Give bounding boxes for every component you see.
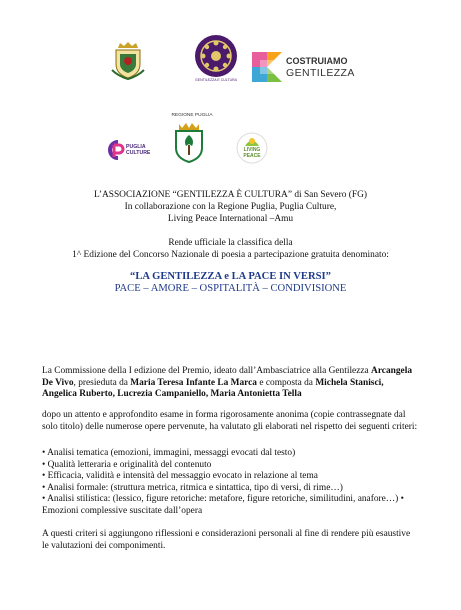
contest-subtitle: PACE – AMORE – OSPITALITÀ – CONDIVISIONE xyxy=(114,283,347,294)
evaluation-paragraph xyxy=(42,410,434,433)
gc-logo-caption: GENTILEZZA E CULTURA xyxy=(195,78,237,82)
regione-puglia-logo xyxy=(172,121,206,163)
closing-line-1: A questi criteri si aggiungono riflessioni e considerazioni personali al fine di rendere più esaustive xyxy=(42,529,411,539)
closing-line-2: le valutazioni dei componimenti. xyxy=(42,540,166,551)
san-severo-coat-of-arms-logo xyxy=(110,40,146,80)
closing-paragraph xyxy=(42,529,434,552)
evaluation-line-2: solo titolo) delle numerose opere pervenute, ha valutato gli elaborati nel rispetto dei seguenti criteri: xyxy=(42,421,418,432)
commission-text-3: e composta da xyxy=(257,377,316,388)
criteria-item: • Qualità letteraria e originalità del contenuto xyxy=(42,459,212,470)
evaluation-line-1: dopo un attento e approfondito esame in forma rigorosamente anonima (copie contrassegnate dal xyxy=(42,410,406,420)
regione-puglia-label: REGIONE PUGLIA xyxy=(171,113,213,118)
criteria-item: • Analisi stilistica: (lessico, figure retoriche: metafore, figure retoriche, similitudini, anafore…) • xyxy=(42,494,404,504)
living-peace-line: Living Peace International –Amu xyxy=(167,214,294,224)
criteria-item: • Analisi tematica (emozioni, immagini, messaggi evocati dal testo) xyxy=(42,448,296,458)
gentilezza-text: GENTILEZZA xyxy=(286,67,355,79)
collaboration-line: In collaborazione con la Regione Puglia, Puglia Culture, xyxy=(124,202,337,212)
contest-title: “LA GENTILEZZA e LA PACE IN VERSI” xyxy=(130,271,331,282)
commission-paragraph xyxy=(42,366,434,401)
association-line: L’ASSOCIAZIONE “GENTILEZZA È CULTURA” di San Severo (FG) xyxy=(94,190,367,200)
president-name: Maria Teresa Infante La Marca xyxy=(130,377,257,388)
puglia-text: PUGLIA xyxy=(126,144,146,150)
gentilezza-e-cultura-logo xyxy=(190,32,242,84)
official-ranking-line: Rende ufficiale la classifica della xyxy=(168,238,293,248)
commission-text-2: , presieduta da xyxy=(73,377,131,388)
criteria-item: • Efficacia, validità e intensità del messaggio evocato in relazione al tema xyxy=(42,471,318,481)
culture-text: CULTURE xyxy=(126,150,151,156)
living-text: LIVING xyxy=(243,147,261,153)
criteria-list xyxy=(42,448,442,517)
founder-name: Arcangela xyxy=(371,366,413,376)
peace-text: PEACE xyxy=(243,153,261,159)
founder-surname: De Vivo xyxy=(42,377,74,388)
living-peace-logo xyxy=(236,132,268,164)
costruiamo-gentilezza-logo xyxy=(252,52,360,84)
criteria-item: Emozioni complessive suscitate dall’opera xyxy=(42,505,203,516)
member-names: Angelica Ruberto, Lucrezia Campaniello, Maria Antonietta Tella xyxy=(42,389,302,399)
puglia-culture-logo xyxy=(106,140,154,162)
edition-line: 1^ Edizione del Concorso Nazionale di poesia a partecipazione gratuita denominato: xyxy=(72,250,389,260)
member-name-1: Michela Stanisci, xyxy=(315,377,384,388)
commission-text-1: La Commissione della I edizione del Premio, ideato dall’Ambasciatrice alla Gentilezza xyxy=(42,366,372,376)
costruiamo-text: COSTRUIAMO xyxy=(286,56,348,66)
criteria-item: • Analisi formale: (struttura metrica, ritmica e sintattica, tipo di versi, di rime…) xyxy=(42,482,343,493)
